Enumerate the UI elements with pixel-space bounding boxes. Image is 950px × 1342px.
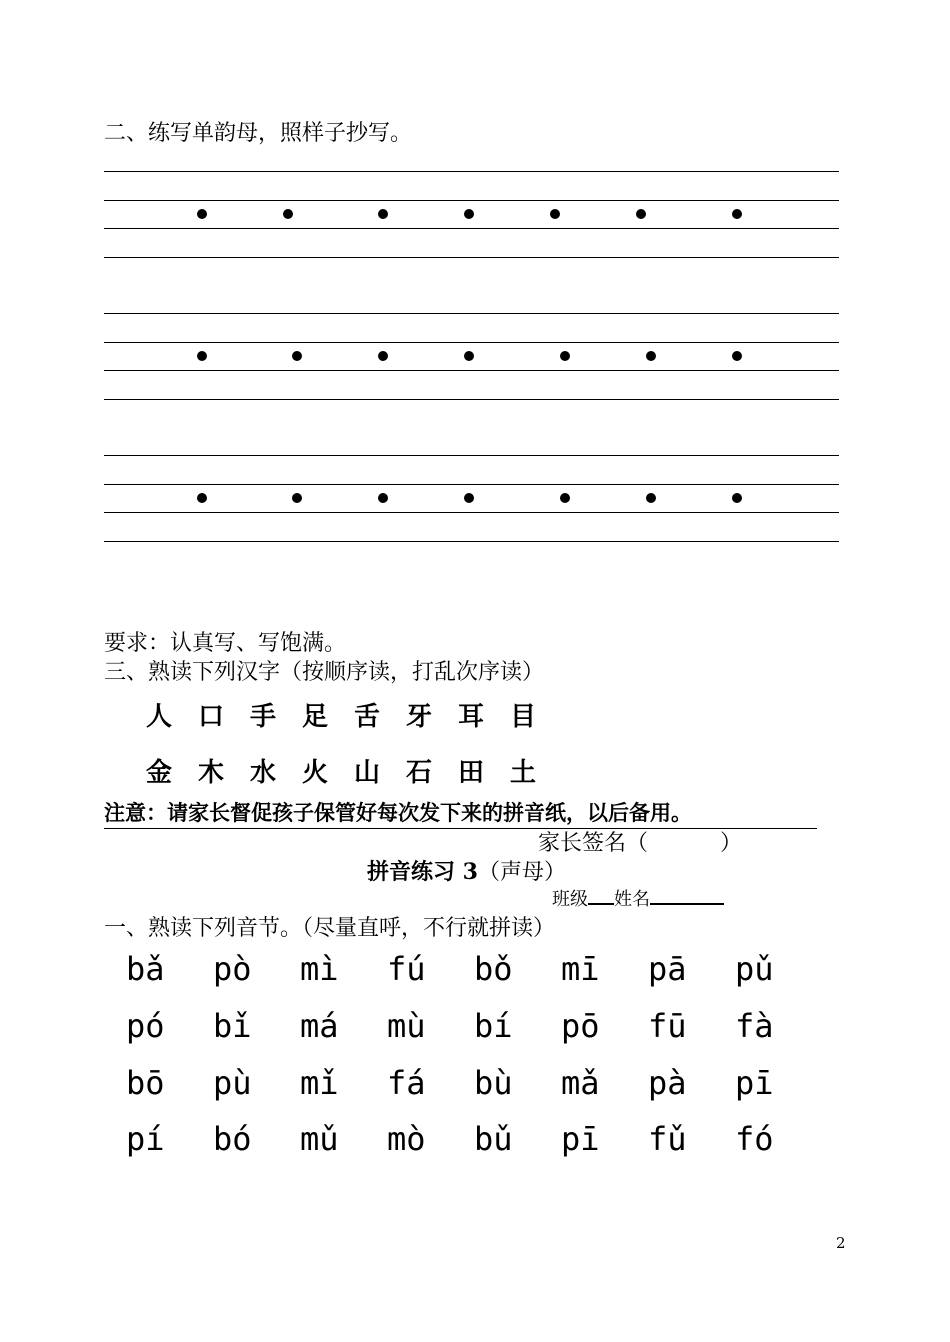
pinyin-syllable: fǔ	[648, 1120, 687, 1158]
section-heading-2: 二、练写单韵母，照样子抄写。	[104, 121, 413, 146]
pinyin-syllable: pī	[561, 1120, 600, 1158]
hanzi-char: 耳	[458, 702, 485, 732]
parent-notice: 注意：请家长督促孩子保管好每次发下来的拼音纸，以后备用。	[104, 797, 817, 829]
pinyin-syllable: mǎ	[561, 1064, 600, 1102]
pinyin-syllable: pí	[126, 1120, 165, 1158]
sample-dot	[560, 351, 570, 361]
pinyin-syllable: bǒ	[474, 950, 513, 988]
sample-dot	[197, 209, 207, 219]
sample-dot	[283, 209, 293, 219]
writing-line	[104, 370, 839, 371]
pinyin-syllable: bǔ	[474, 1120, 513, 1158]
pinyin-syllable: pā	[648, 950, 687, 988]
hanzi-char: 木	[198, 758, 225, 788]
hanzi-char: 土	[510, 758, 537, 788]
hanzi-row-2	[146, 752, 562, 789]
hanzi-char: 足	[302, 702, 329, 732]
sample-dot	[292, 493, 302, 503]
pinyin-syllable: bù	[474, 1064, 513, 1102]
pinyin-syllable: mò	[387, 1120, 426, 1158]
pinyin-syllable: pō	[561, 1007, 600, 1045]
pinyin-syllable: mù	[387, 1007, 426, 1045]
hanzi-char: 牙	[406, 702, 433, 732]
writing-line	[104, 200, 839, 201]
hanzi-char: 火	[302, 758, 329, 788]
pinyin-syllable: fá	[387, 1064, 426, 1102]
hanzi-char: 山	[354, 758, 381, 788]
section-heading-3: 三、熟读下列汉字（按顺序读，打乱次序读）	[104, 660, 545, 685]
pinyin-syllable: pī	[735, 1064, 774, 1102]
hanzi-char: 人	[146, 702, 173, 732]
sample-dot	[197, 493, 207, 503]
hanzi-char: 金	[146, 758, 173, 788]
writing-line	[104, 455, 839, 456]
pinyin-syllable: fà	[735, 1007, 774, 1045]
pinyin-syllable: pà	[648, 1064, 687, 1102]
signature-close: ）	[720, 831, 743, 856]
pinyin-syllable: má	[300, 1007, 339, 1045]
lesson-title-sub: （声母）	[477, 860, 566, 885]
writing-line	[104, 171, 839, 172]
writing-line	[104, 512, 839, 513]
section-heading-1: 一、熟读下列音节。（尽量直呼，不行就拼读）	[104, 916, 556, 941]
sample-dot	[732, 493, 742, 503]
pinyin-syllable: bó	[213, 1120, 252, 1158]
class-label: 班级	[552, 889, 588, 910]
page-number: 2	[836, 1234, 846, 1252]
sample-dot	[464, 351, 474, 361]
sample-dot	[197, 351, 207, 361]
writing-line	[104, 313, 839, 314]
class-name-line	[552, 885, 724, 911]
pinyin-syllable: pò	[213, 950, 252, 988]
sample-dot	[378, 351, 388, 361]
hanzi-char: 舌	[354, 702, 381, 732]
writing-line	[104, 541, 839, 542]
pinyin-syllable: bí	[474, 1007, 513, 1045]
pinyin-syllable: mǐ	[300, 1064, 339, 1102]
sample-dot	[646, 493, 656, 503]
sample-dot	[292, 351, 302, 361]
pinyin-syllable: fū	[648, 1007, 687, 1045]
parent-signature	[538, 826, 742, 857]
writing-line	[104, 228, 839, 229]
pinyin-syllable: mì	[300, 950, 339, 988]
hanzi-char: 目	[510, 702, 537, 732]
sample-dot	[378, 209, 388, 219]
signature-label: 家长签名（	[538, 831, 649, 856]
pinyin-syllable: pù	[213, 1064, 252, 1102]
class-blank[interactable]	[588, 903, 614, 905]
writing-line	[104, 257, 839, 258]
requirement-text: 要求：认真写、写饱满。	[104, 631, 347, 656]
hanzi-char: 手	[250, 702, 277, 732]
hanzi-char: 石	[406, 758, 433, 788]
pinyin-syllable: pǔ	[735, 950, 774, 988]
sample-dot	[636, 209, 646, 219]
hanzi-char: 口	[198, 702, 225, 732]
name-label: 姓名	[614, 889, 650, 910]
sample-dot	[464, 209, 474, 219]
lesson-title	[367, 855, 566, 886]
writing-line	[104, 342, 839, 343]
sample-dot	[560, 493, 570, 503]
writing-line	[104, 484, 839, 485]
pinyin-syllable: bō	[126, 1064, 165, 1102]
pinyin-syllable: bǎ	[126, 950, 165, 988]
hanzi-row-1	[146, 696, 562, 733]
sample-dot	[646, 351, 656, 361]
writing-line	[104, 399, 839, 400]
lesson-title-main: 拼音练习 3	[367, 859, 478, 885]
pinyin-syllable: bǐ	[213, 1007, 252, 1045]
pinyin-syllable: pó	[126, 1007, 165, 1045]
pinyin-syllable: mī	[561, 950, 600, 988]
sample-dot	[464, 493, 474, 503]
sample-dot	[732, 209, 742, 219]
sample-dot	[378, 493, 388, 503]
hanzi-char: 田	[458, 758, 485, 788]
pinyin-syllable: fú	[387, 950, 426, 988]
sample-dot	[732, 351, 742, 361]
name-blank[interactable]	[650, 903, 724, 905]
pinyin-syllable: mǔ	[300, 1120, 339, 1158]
pinyin-syllable: fó	[735, 1120, 774, 1158]
hanzi-char: 水	[250, 758, 277, 788]
sample-dot	[550, 209, 560, 219]
